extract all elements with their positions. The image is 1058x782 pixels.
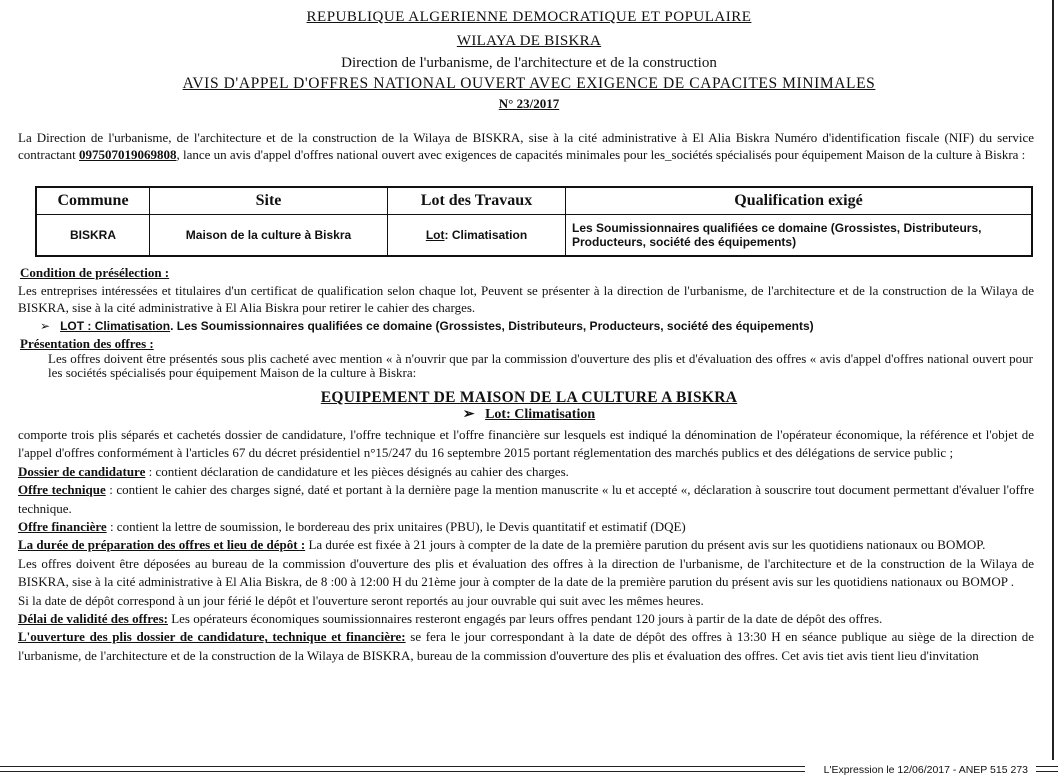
footer-rule-left xyxy=(0,766,805,772)
condition-lot-label: LOT : Climatisation xyxy=(60,319,171,333)
presentation-title: Présentation des offres : xyxy=(20,336,154,351)
table-header-row xyxy=(36,187,1032,215)
cell-commune: BISKRA xyxy=(36,215,150,257)
intro-text-2: , lance un avis d'appel d'offres national ouvert avec exigences de capacités minimales pour les_sociétés spécialisés pour équipement Maison de la culture à Biskra : xyxy=(176,147,1026,162)
duree-paragraph xyxy=(18,536,1034,554)
technique-text: : contient le cahier des charges signé, daté et portant à la dernière page la mention manuscrite « lu et accepté «, déclaration à souscrire tout document permettant d'évaluer l'offre technique. xyxy=(18,482,1035,516)
notice-number: N° 23/2017 xyxy=(498,96,560,111)
lot-value: : Climatisation xyxy=(444,228,528,242)
direction-heading: Direction de l'urbanisme, de l'architecture et de la construction xyxy=(341,55,717,71)
republic-heading: REPUBLIQUE ALGERIENNE DEMOCRATIQUE ET POPULAIRE xyxy=(306,9,752,25)
duree-text: La durée est fixée à 21 jours à compter de la date de la première parution du présent avis sur les quotidiens nationaux ou BOMOP. xyxy=(305,537,986,553)
header-commune: Commune xyxy=(36,187,150,215)
cell-lot xyxy=(388,215,566,257)
condition-text: Les entreprises intéressées et titulaires d'un certificat de qualification selon chaque lot, Peuvent se présenter à la direction de l'urbanisme, de l'architecture et de la construction de la Wilaya de BISKRA, sise à la cité administrative à El Alia Biskra pour retirer le cahier des charges. xyxy=(18,283,1034,315)
financiere-label: Offre financière xyxy=(18,519,107,535)
technique-label: Offre technique xyxy=(18,482,106,498)
equipement-title: EQUIPEMENT DE MAISON DE LA CULTURE A BISKRA xyxy=(320,389,738,406)
page-border xyxy=(1052,0,1054,760)
cell-site: Maison de la culture à Biskra xyxy=(150,215,388,257)
intro-paragraph xyxy=(18,129,1034,163)
body-block xyxy=(18,426,1034,665)
ouverture-paragraph xyxy=(18,628,1034,665)
technique-paragraph xyxy=(18,481,1034,518)
nif-number: 097507019069808 xyxy=(79,147,177,162)
dossier-text: : contient déclaration de candidature et les pièces désignés au cahier des charges. xyxy=(145,463,569,479)
intro-text-1: La Direction de l'urbanisme, de l'architecture et de la construction de la Wilaya de BISKRA, sise à la cité administrative à El Alia Biskra Numéro d'identification fiscale (NIF) du service contractant xyxy=(18,130,1034,162)
lot-prefix: Lot xyxy=(425,228,445,242)
validite-text: Les opérateurs économiques soumissionnaires resteront engagés par leurs offres pendant 120 jours à partir de la date de dépôt des offres. xyxy=(167,611,883,627)
cell-qualification: Les Soumissionnaires qualifiées ce domaine (Grossistes, Distributeurs, Producteurs, société des équipements) xyxy=(566,215,1033,257)
footer-source: L'Expression le 12/06/2017 - ANEP 515 273 xyxy=(823,764,1028,776)
header-site: Site xyxy=(150,187,388,215)
lots-table xyxy=(35,186,1033,257)
header-qualification: Qualification exigé xyxy=(566,187,1033,215)
equipement-lot xyxy=(0,406,1058,423)
header-lot: Lot des Travaux xyxy=(388,187,566,215)
condition-lot-text: . Les Soumissionnaires qualifiées ce domaine (Grossistes, Distributeurs, Producteurs, société des équipements) xyxy=(170,319,814,333)
dossier-paragraph xyxy=(18,463,1034,481)
ouverture-label: L'ouverture des plis dossier de candidature, technique et financière: xyxy=(18,629,406,645)
ferie-paragraph: Si la date de dépôt correspond à un jour férié le dépôt et l'ouverture seront reportés au jour ouvrable qui suit avec les mêmes heures. xyxy=(18,592,704,608)
validite-paragraph xyxy=(18,610,1034,628)
duree-label: La durée de préparation des offres et lieu de dépôt : xyxy=(18,537,306,553)
dossier-label: Dossier de candidature xyxy=(18,463,146,479)
condition-title: Condition de présélection : xyxy=(20,265,170,280)
validite-label: Délai de validité des offres: xyxy=(18,611,168,627)
financiere-paragraph xyxy=(18,518,1034,536)
condition-lot-line xyxy=(40,319,814,333)
equipement-lot-label: Lot: Climatisation xyxy=(485,407,596,422)
notice-title: AVIS D'APPEL D'OFFRES NATIONAL OUVERT AVEC EXIGENCE DE CAPACITES MINIMALES xyxy=(182,75,876,92)
depot-paragraph: Les offres doivent être déposées au bureau de la commission d'ouverture des plis et évaluation des offres à la direction de l'urbanisme, de l'architecture et de la construction de la Wilaya de BISKRA, sise à la cité administrative à El Alia Biskra, de 8 :00 à 12:00 H du 21ème jour à compter de la date de la première parution du présent avis sur les quotidiens nationaux ou BOMOP . xyxy=(18,555,1034,590)
footer-rule-right xyxy=(1036,766,1058,772)
presentation-text: Les offres doivent être présentés sous plis cacheté avec mention « à n'ouvrir que par la commission d'ouverture des plis et d'évaluation des offres « avis d'appel d'offres national ouvert pour les sociétés spécialisés pour équipement Maison de la culture à Biskra: xyxy=(48,351,1033,380)
ouverture-text: se fera le jour correspondant à la date de dépôt des offres à 13:30 H en séance publique au siège de la direction de l'urbanisme, de l'architecture et de la construction de la Wilaya de BISKRA, bureau de la commission d'ouverture des plis et évaluation des offres. Cet avis tiet avis tient lieu d'invitation xyxy=(18,629,1034,663)
financiere-text: : contient la lettre de soumission, le bordereau des prix unitaires (PBU), le Devis quantitatif et estimatif (DQE) xyxy=(106,519,686,535)
bullet-arrow-icon: ➢ xyxy=(462,407,475,422)
table-row xyxy=(36,215,1032,257)
wilaya-heading: WILAYA DE BISKRA xyxy=(456,33,602,49)
body-plis-paragraph: comporte trois plis séparés et cachetés dossier de candidature, l'offre technique et l'offre financière sur lesquels est indiqué la dénomination de l'opérateur économique, la référence et l'objet de l'appel d'offres conformément à l'articles 67 du décret présidentiel n°15/247 du 16 septembre 2015 portant réglementation des marchés publics et des délégations de service public ; xyxy=(18,427,1034,461)
bullet-arrow-icon: ➢ xyxy=(40,319,51,333)
